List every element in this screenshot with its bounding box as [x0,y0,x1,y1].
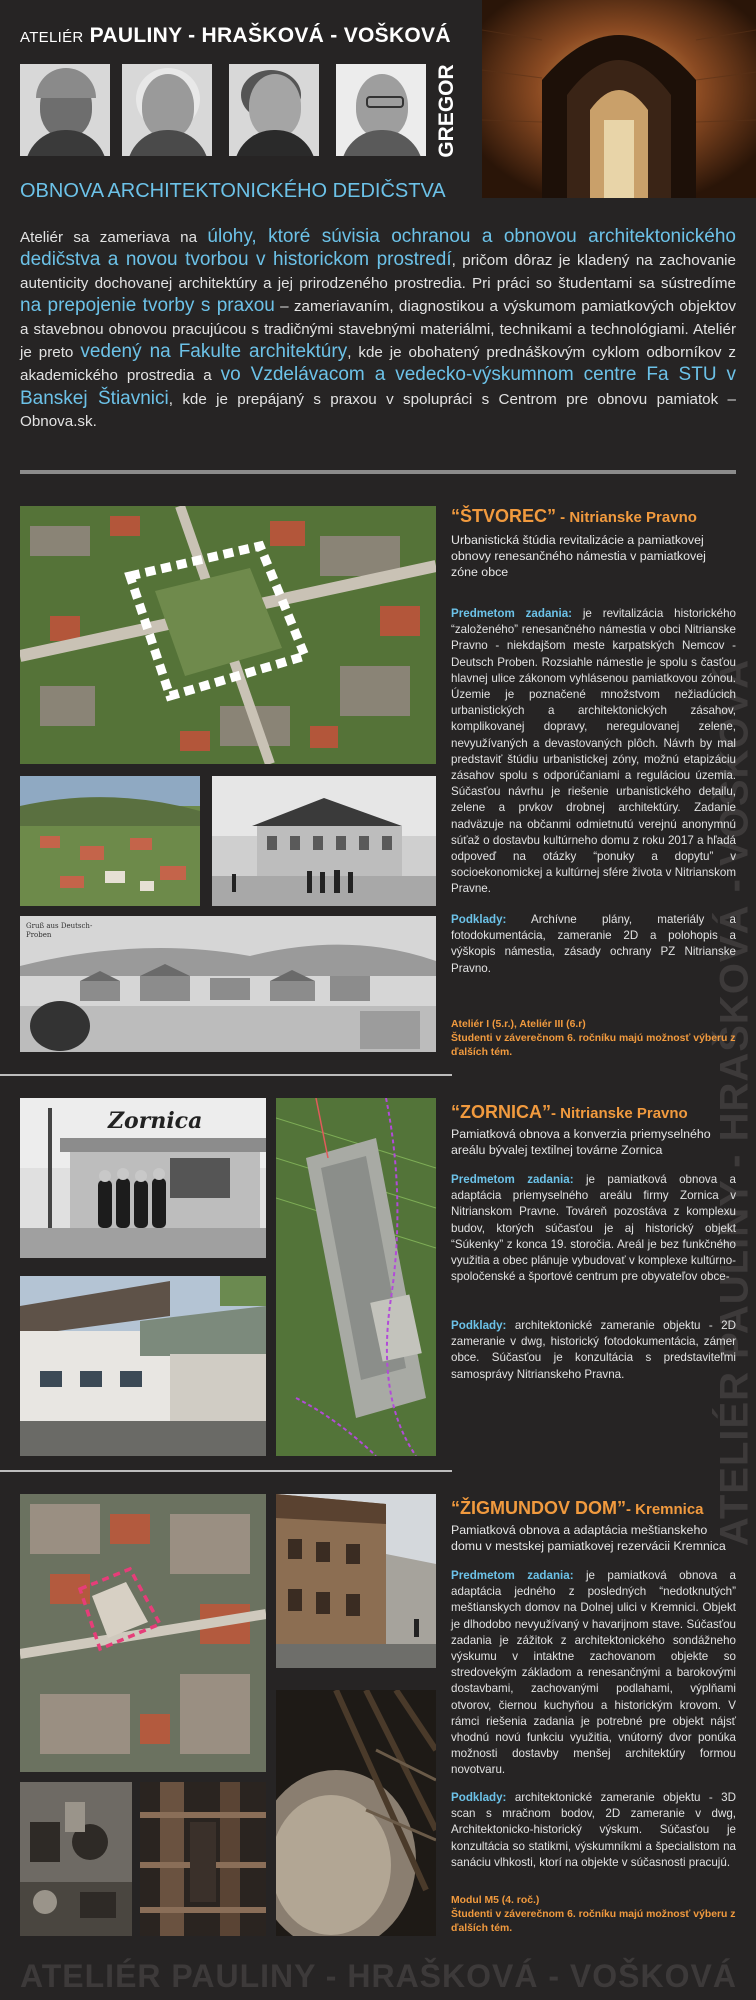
stvorec-subtitle: Urbanistická štúdia revitalizácie a pamiatkovej obnovy renesančného námestia v pamiatkovej zóne obce [451,533,706,579]
zigmundov-sources [451,1790,736,1871]
bottom-watermark: ATELIÉR PAULINY - HRAŠKOVÁ - VOŠKOVÁ [20,1958,737,1994]
kremnica-staircase-photo [140,1782,266,1936]
historic-square-photo [212,776,436,906]
kremnica-attic-photo [276,1690,436,1936]
intro-text-3: – zameriavaním, diagnostikou a výskumom pamiatkových objektov a stavebnou obnovou pracujúcou s tradičnými stavebnými materiálmi, technikami a technológiami. Ateliér je preto [20,298,736,362]
kremnica-aerial-photo [20,1494,266,1772]
historic-postcard-photo [20,916,436,1052]
intro-text-2: , pričom dôraz je kladený na zachovanie autenticity dochovanej architektúry a jej prirodzeného prostredia. Pri práci so študentami sa sústredíme [20,252,736,292]
zigmundov-subject-label: Predmetom zadania: [451,1569,574,1582]
intro-text-1: Ateliér sa zameriava na [20,229,208,246]
stvorec-location: - Nitrianske Pravno [556,509,697,526]
zornica-sources-text: architektonické zameranie objektu - 2D zameranie v dwg, historický fotodokumentácia, zámer obce. Súčasťou je konzultácia s predstaviteľmi samosprávy Nitrianskeho Pravna. [451,1319,736,1381]
zigmundov-sources-label: Podklady: [451,1791,507,1804]
portrait-hraskova [122,64,212,156]
zigmundov-note [451,1894,736,1936]
stvorec-sources-label: Podklady: [451,913,507,926]
postcard-caption: Gruß aus Deutsch-Proben [26,922,93,939]
atelier-prefix: ATELIÉR [20,29,84,46]
intro-highlight-3: vedený na Fakulte architektúry [80,341,348,363]
atelier-names: PAULINY - HRAŠKOVÁ - VOŠKOVÁ [89,24,451,47]
zigmundov-subject-text: je pamiatková obnova a adaptácia jedného z posledných “nedotknutých” meštianskych domov na Dolnej ulici v Kremnici. Objekt je dlhodobo nevyužívaný v havarijnom stave. Súčasťou zadania je zážitok z architektonického sondážneho výskumu v intaktne zachovanom objekte so stredovekým základom a renesančnými a barokovými dostavbami, zachovanými podlahami, výplňami otvorov, čiernou kuchyňou a historickým krovom. V rámci riešenia zadania je potrebné pre objekt nájsť vhodnú novú funkciu využitia, vnútorný dvor ponúka možnosti dostavby menšej architektúry formou novotvaru. [451,1569,736,1777]
zornica-sources-label: Podklady: [451,1319,507,1332]
portrait-pauliny [20,64,110,156]
section-title-zornica [451,1102,688,1123]
zornica-current-photo [20,1276,266,1456]
zornica-historic-photo [20,1098,266,1258]
section-divider-1 [0,1074,452,1076]
zigmundov-title: “ŽIGMUNDOV DOM” [451,1498,626,1518]
zornica-site-plan [276,1098,436,1456]
stvorec-note-line2: Študenti v záverečnom 6. ročníku majú možnosť výberu z ďalších tém. [451,1033,736,1058]
zornica-description [451,1172,736,1285]
intro-highlight-2: na prepojenie tvorby s praxou [20,295,275,317]
stvorec-title: “ŠTVOREC” [451,506,557,526]
stvorec-subject-text: je revitalizácia historického “založeného” renesančného námestia v obci Nitrianske Pravno - niekdajšom meste karpatských Nemcov - Deutsch Proben. Rozsiahle námestie je spolu s časťou hlavnej ulice zákonom vyhlásenou pamiatkovou zónou. Územie je poznačené množstvom nežiadúcich urbanistických a architektonických zásahov, komplikovanej dopravy, neregulovanej zelene, nevyužívaných a devastovaných plôch. Návrh by mal predstaviť štúdiu urbanistickej zóny, možnú etapizáciu zásahov spolu s odporúčaniami a reguláciou územia. Súčasťou návrhu je riešenie urbanistického detailu, zelene a prvkov drobnej architektúry. Zadanie nadväzuje na občanmi odmietnutú verejnú anonymnú súťaž o dostavbu kultúrneho domu z roku 2017 a hľadá odpoveď na otázky “ponuky a dopytu” v socioekonomickej a kultúrnej sfére života v Nitrianskom Pravne. [451,607,736,896]
section-title-stvorec [451,506,697,527]
intro-divider [20,470,736,474]
village-aerial-photo [20,776,200,906]
zigmundov-sources-text: architektonické zameranie objektu - 3D scan s mračnom bodov, 2D zameranie v dwg, Architektonicko-historický výskum. Súčasťou je konzultácia so statikmi, výskumníkmi a špecialistom na sanáciu vlhkosti, ktorí na objekte v súčasnosti pracujú. [451,1791,736,1869]
zornica-subject-label: Predmetom zadania: [451,1173,574,1186]
vertical-name-text: GREGOR [435,64,458,158]
portrait-gregor [336,64,426,156]
stvorec-sources-text: Archívne plány, materiály a fotodokumentácia, zameranie 2D a polohopis a výškopis námestia, zásady ochrany PZ Nitrianske Pravno. [451,913,736,975]
zigmundov-subtitle: Pamiatková obnova a adaptácia meštianskeho domu v mestskej pamiatkovej rezervácii Kremnica [451,1523,726,1553]
zigmundov-description [451,1568,736,1779]
zornica-title: “ZORNICA” [451,1102,551,1122]
stvorec-sources [451,912,736,977]
stvorec-note [451,1018,736,1060]
intro-highlight-1: úlohy, ktoré súvisia ochranou a obnovou architektonického dedičstva a novou tvorbou v historickom prostredí [20,226,737,271]
zornica-sign: Zornica [108,1108,203,1134]
page-subtitle: OBNOVA ARCHITEKTONICKÉHO DEDIČSTVA [20,180,446,202]
zornica-subject-text: je pamiatková obnova a adaptácia priemyselného areálu firmy Zornica v Nitrianskom Pravne. Továreň pozostáva z komplexu budov, ktorých súčasťou je aj historický objekt “Súkenky” z konca 19. storočia. Areál je bez funkčného využitia a obec plánuje vybudovať v komplexe kultúrno-spoločenské a športové centrum pre obyvateľov obce- [451,1173,736,1284]
zigmundov-note-line1: Modul M5 (4. roč.) [451,1895,540,1906]
stvorec-description [451,606,736,898]
vaulted-passage-photo [482,0,756,198]
zornica-sources [451,1318,736,1383]
zornica-subtitle: Pamiatková obnova a konverzia priemyselného areálu bývalej textilnej továrne Zornica [451,1127,711,1157]
vertical-name-label [432,62,462,160]
zornica-location: - Nitrianske Pravno [551,1105,688,1122]
stvorec-subject-label: Predmetom zadania: [451,607,573,620]
side-watermark: ATELIÉR PAULINY - HRAŠKOVÁ - VOŠKOVÁ [712,658,756,1547]
kremnica-interior-photo [20,1782,132,1936]
intro-highlight-4: vo Vzdelávacom a vedecko-výskumnom centre Fa STU v Banskej Štiavnici [20,364,737,409]
aerial-square-photo [20,506,436,764]
kremnica-street-photo [276,1494,436,1668]
stvorec-note-line1: Ateliér I (5.r.), Ateliér III (6.r) [451,1019,586,1030]
zigmundov-location: - Kremnica [626,1501,704,1518]
intro-paragraph [20,226,736,434]
intro-text-4: , kde je obohatený prednáškovým cyklom odborníkov z akademického prostredia a [20,344,736,385]
zigmundov-note-line2: Študenti v záverečnom 6. ročníku majú možnosť výberu z ďalších tém. [451,1909,736,1934]
portrait-voskova [229,64,319,156]
intro-text-5: , kde je prepájaný s praxou v spolupráci s Centrom pre obnovu pamiatok – Obnova.sk. [20,390,736,431]
atelier-header [20,24,451,48]
section-divider-2 [0,1470,452,1472]
section-title-zigmundov-dom [451,1498,704,1519]
